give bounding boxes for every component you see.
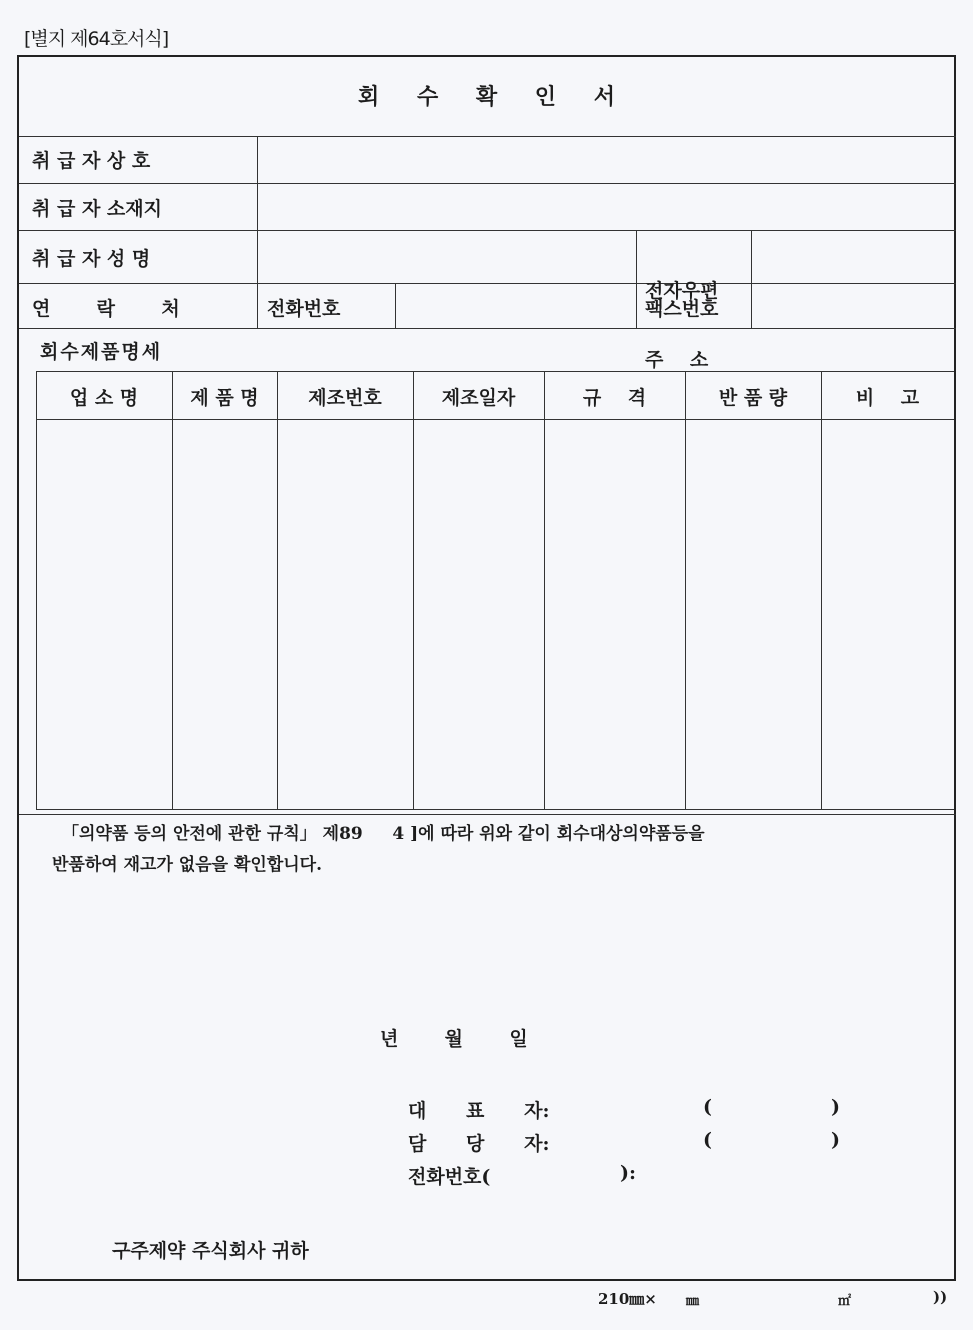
manager-label: 담 당 자: [408,1133,550,1155]
signature-phone-close: ): [620,1162,637,1184]
divider [19,328,956,329]
address-field[interactable] [258,185,955,229]
divider [19,283,956,284]
form-id: [별지 제64호서식] [24,28,169,50]
representative-label: 대 표 자: [408,1100,550,1122]
footer-size: 210㎜× [598,1290,657,1308]
confirmation-statement [52,819,952,881]
column-header-business: 업 소 명 [69,387,139,409]
fax-label: 팩스번호 [645,298,719,320]
email-label-line1: 전자우편 [645,280,719,302]
trade-name-label: 취 급 자 상 호 [32,150,151,172]
footer-unit-sqm: ㎡ [838,1294,852,1309]
footer-tail: )) [933,1288,948,1306]
divider [19,230,956,231]
form-title: 회 수 확 인 서 [358,84,615,110]
divider [636,230,637,328]
fax-field[interactable] [752,285,955,327]
column-header-product: 제 품 명 [190,387,259,409]
handler-name-field[interactable] [258,232,635,282]
phone-field[interactable] [396,285,635,327]
addressee: 구주제약 주식회사 귀하 [112,1240,309,1262]
date-line: 년 월 일 [380,1028,528,1050]
trade-name-field[interactable] [258,138,955,182]
column-header-lot-number: 제조번호 [308,387,382,409]
divider [19,136,956,137]
representative-paren: ( ) [703,1096,841,1118]
column-header-return-qty: 반 품 량 [718,387,788,409]
table-body[interactable] [37,421,953,809]
statement-line1: 「의약품 등의 안전에 관한 규칙」 제89 4 ]에 따라 위와 같이 회수대상의약품등을 [62,824,705,844]
table-header-divider [36,419,954,420]
divider [19,814,956,815]
handler-name-label: 취 급 자 성 명 [32,248,151,270]
section-label: 회수제품명세 [40,341,163,363]
statement-line2: 반품하여 재고가 없음을 확인합니다. [52,855,323,875]
contact-label: 연 락 처 [32,298,180,320]
column-header-manufacture-date: 제조일자 [441,387,516,409]
phone-label: 전화번호 [267,298,341,320]
email-label-line2: 주 소 [645,349,709,371]
manager-paren: ( ) [703,1129,841,1151]
signature-phone-label: 전화번호( [408,1166,491,1188]
column-header-spec: 규 격 [582,387,647,409]
divider [19,183,956,184]
address-label: 취 급 자 소재지 [32,198,162,220]
email-field[interactable] [752,232,955,282]
column-header-remarks: 비 고 [855,387,920,409]
footer-unit-mm: ㎜ [686,1294,700,1309]
